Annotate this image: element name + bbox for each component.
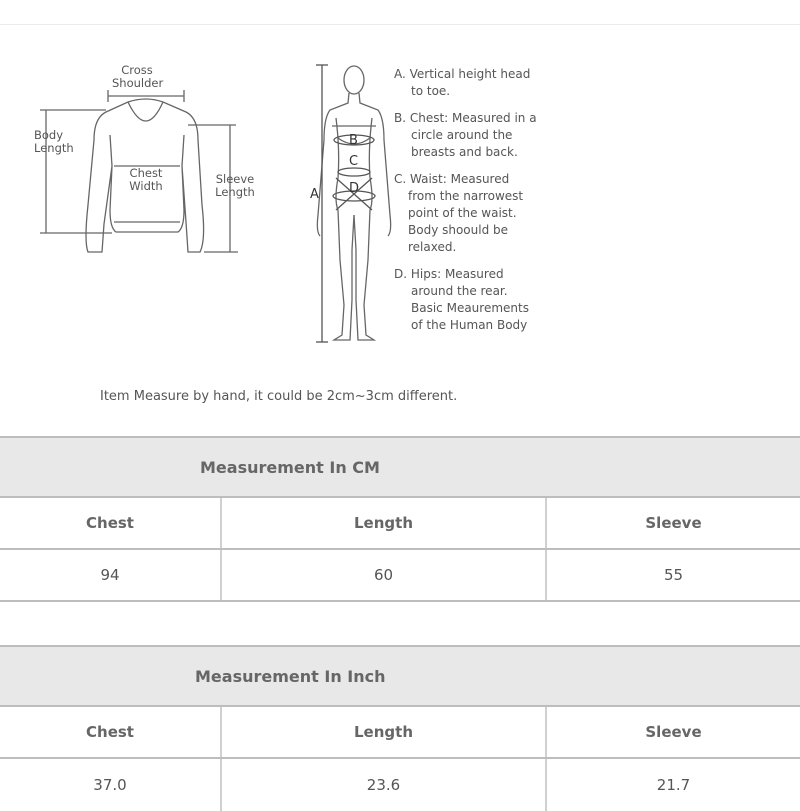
definition-b-title: B. Chest: Measured in a [394,111,537,125]
figure-label-c: C [349,154,359,169]
definition-d [394,266,564,334]
sleeve-length-label [210,173,260,199]
definition-c [394,171,564,256]
cell-sleeve-cm: 55 [663,566,684,584]
inch-table-title: Measurement In Inch [195,666,386,686]
chest-width-line1: Chest [129,166,163,180]
definition-b-line: breasts and back. [411,145,518,159]
cell-length-inch: 23.6 [222,759,547,811]
definition-c-line: from the narrowest [408,189,524,203]
body-length-line2: Length [34,141,74,155]
inch-column-headers [0,707,800,759]
definition-a-title: A. Vertical height head [394,67,531,81]
cross-shoulder-label [112,64,162,90]
cell-chest-inch: 37.0 [0,759,222,811]
definition-c-title: C. Waist: Measured [394,172,510,186]
definition-c-line: Body shoould be [408,223,509,237]
cm-column-headers [0,498,800,550]
cross-shoulder-arrow [108,90,184,102]
human-figure [317,66,390,340]
col-header-length: Length [222,498,547,548]
definition-a [394,66,564,100]
definition-a-line: to toe. [411,84,451,98]
measurement-definitions [394,66,564,344]
figure-label-b: B [349,133,358,148]
inch-table [0,645,800,811]
cell-sleeve-inch: 21.7 [656,776,691,794]
chest-width-label [120,167,172,193]
cm-table [0,436,800,602]
col-header-sleeve: Sleeve [645,723,702,741]
definition-d-line: of the Human Body [411,318,528,332]
definition-d-line: Basic Meaurements [411,301,529,315]
definition-d-line: around the rear. [411,284,508,298]
cm-table-header [0,436,800,498]
body-measure-lines [316,65,375,342]
cm-table-title: Measurement In CM [200,457,380,477]
body-length-line1: Body [34,128,64,142]
measurement-note: Item Measure by hand, it could be 2cm~3cm different. [100,389,458,404]
definition-c-line: point of the waist. [408,206,517,220]
cross-shoulder-line1: Cross [121,63,153,77]
definition-b [394,110,564,161]
table-row [0,759,800,811]
col-header-chest: Chest [0,498,222,548]
figure-label-a: A [310,187,319,202]
definition-d-title: D. Hips: Measured [394,267,504,281]
body-length-label [34,129,84,155]
figure-label-d: D [349,181,360,196]
inch-table-header [0,645,800,707]
table-row [0,550,800,602]
definition-c-line: relaxed. [408,240,457,254]
sleeve-length-line2: Length [215,185,255,199]
col-header-length: Length [222,707,547,757]
sleeve-length-line1: Sleeve [215,172,255,186]
col-header-sleeve: Sleeve [645,514,702,532]
cross-shoulder-line2: Shoulder [112,76,164,90]
col-header-chest: Chest [0,707,222,757]
cell-length-cm: 60 [222,550,547,600]
cell-chest-cm: 94 [0,550,222,600]
chest-width-line2: Width [129,179,163,193]
definition-b-line: circle around the [411,128,513,142]
